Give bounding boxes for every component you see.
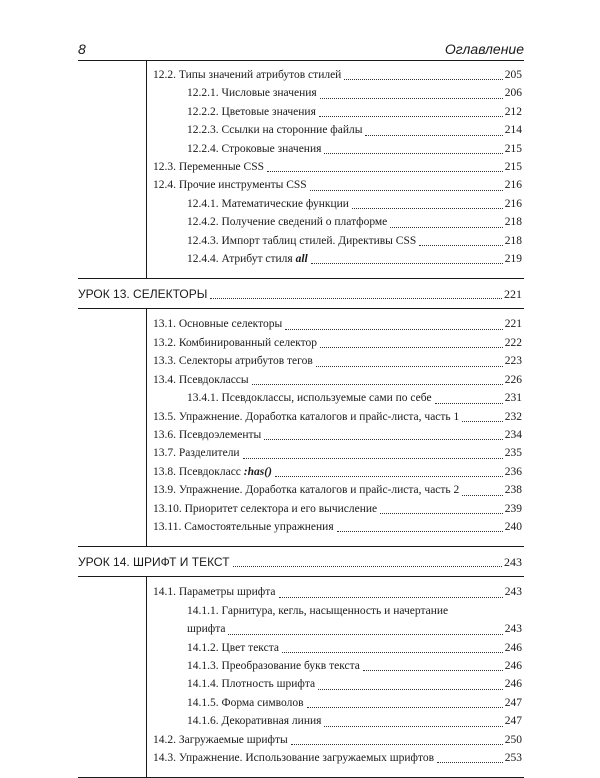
running-head	[78, 40, 524, 58]
dot-leader	[228, 634, 502, 635]
entry-page: 246	[504, 659, 522, 672]
entry-title	[153, 66, 341, 84]
entry-page: 246	[504, 641, 522, 654]
entry-page: 221	[504, 318, 522, 331]
toc-entry[interactable]	[147, 518, 524, 536]
toc-entries-13	[146, 309, 524, 546]
entry-page: 215	[504, 142, 522, 155]
entry-title-text: 14.1.5. Форма символов	[187, 696, 304, 709]
toc-entry[interactable]	[147, 389, 524, 407]
entry-page: 226	[504, 373, 522, 386]
toc-entry[interactable]	[147, 84, 524, 102]
section-title: Оглавление	[444, 41, 524, 57]
toc-group-14	[78, 577, 524, 777]
entry-page: 232	[504, 410, 522, 423]
dot-leader	[243, 458, 503, 459]
entry-title-text: 13.11. Самостоятельные упражнения	[153, 520, 334, 533]
dot-leader	[437, 762, 503, 763]
dot-leader	[462, 421, 502, 422]
entry-title-text: 14.1.4. Плотность шрифта	[187, 678, 316, 691]
lesson-title: УРОК 13. СЕЛЕКТОРЫ	[78, 287, 208, 302]
dot-leader	[363, 670, 503, 671]
dot-leader	[320, 347, 503, 348]
entry-title-text: 12.4.4. Атрибут стиля	[187, 253, 296, 266]
entry-title-text: 13.2. Комбинированный селектор	[153, 336, 318, 349]
lesson-title: УРОК 14. ШРИФТ И ТЕКСТ	[78, 555, 230, 570]
table-of-contents	[78, 60, 524, 778]
entry-title-text: 13.8. Псевдокласс	[153, 465, 244, 478]
toc-entry[interactable]	[147, 352, 524, 370]
entry-title-text: 12.4.3. Импорт таблиц стилей. Директивы CSS	[187, 234, 417, 247]
entry-page: 236	[504, 465, 522, 478]
toc-entry[interactable]	[147, 500, 524, 518]
entry-title	[153, 749, 434, 767]
dot-leader	[337, 531, 503, 532]
dot-leader	[320, 98, 503, 99]
entry-title-text: 13.3. Селекторы атрибутов тегов	[153, 355, 313, 368]
entry-title-text: 13.4.1. Псевдоклассы, используемые сами по себе	[187, 392, 432, 405]
entry-title-text: 12.2.4. Строковые значения	[187, 142, 322, 155]
entry-title-text: 14.2. Загружаемые шрифты	[153, 733, 288, 746]
entry-title	[187, 103, 316, 121]
toc-entry[interactable]	[147, 195, 524, 213]
entry-title-text: 12.3. Переменные CSS	[153, 161, 264, 174]
entry-title-text: 13.5. Упражнение. Доработка каталогов и прайс-листа, часть 1	[153, 410, 460, 423]
toc-entry[interactable]	[147, 583, 524, 601]
lesson-page: 243	[504, 555, 522, 570]
toc-entry[interactable]	[147, 103, 524, 121]
entry-title-text: 14.1.2. Цвет текста	[187, 641, 279, 654]
page-number: 8	[78, 41, 86, 57]
toc-entry[interactable]	[147, 426, 524, 444]
entry-title	[153, 463, 272, 481]
toc-entry[interactable]	[147, 731, 524, 749]
toc-entry[interactable]	[147, 749, 524, 767]
entry-page: 218	[504, 234, 522, 247]
dot-leader	[264, 439, 502, 440]
entry-title-continuation	[187, 620, 522, 638]
toc-entries-14	[146, 577, 524, 777]
entry-page: 206	[504, 87, 522, 100]
dot-leader	[267, 171, 503, 172]
entry-title	[187, 121, 362, 139]
entry-page: 216	[504, 197, 522, 210]
toc-entry[interactable]	[147, 639, 524, 657]
toc-entry[interactable]	[147, 602, 524, 639]
entry-title	[153, 371, 249, 389]
toc-entry[interactable]	[147, 158, 524, 176]
entry-page: 215	[504, 161, 522, 174]
entry-title-part: шрифта	[187, 623, 226, 636]
toc-entry[interactable]	[147, 250, 524, 268]
entry-title	[187, 694, 304, 712]
entry-code-term: all	[295, 253, 308, 266]
dot-leader	[279, 597, 503, 598]
toc-group-13	[78, 309, 524, 546]
entry-page: 253	[504, 752, 522, 764]
entry-title	[153, 408, 459, 426]
entry-title	[187, 195, 349, 213]
entry-title: 14.1.1. Гарнитура, кегль, насыщенность и начертание	[187, 604, 449, 617]
entry-title	[187, 84, 317, 102]
entry-page: 247	[504, 715, 522, 728]
toc-entry[interactable]	[147, 408, 524, 426]
entry-title-text: 13.6. Псевдоэлементы	[153, 428, 262, 441]
entry-title	[187, 712, 321, 730]
dot-leader	[252, 384, 503, 385]
lesson-page: 221	[504, 287, 522, 302]
entry-title	[153, 481, 459, 499]
toc-group-12	[78, 60, 524, 278]
entry-page: 247	[504, 696, 522, 709]
entry-title	[187, 389, 432, 407]
entry-title-text: 12.2.1. Числовые значения	[187, 87, 317, 100]
entry-page: 212	[504, 105, 522, 118]
dot-leader	[324, 153, 502, 154]
entry-title-text: 14.3. Упражнение. Использование загружаемых шрифтов	[153, 752, 435, 764]
entry-title	[153, 158, 264, 176]
entry-title-text: 14.1.3. Преобразование букв текста	[187, 659, 360, 672]
entry-page: 234	[504, 428, 522, 441]
entry-title	[153, 315, 282, 333]
entry-title-text: 12.2.3. Ссылки на сторонние файлы	[187, 124, 363, 137]
toc-entry[interactable]	[147, 371, 524, 389]
entry-title-text: 13.7. Разделители	[153, 447, 240, 460]
dot-leader	[233, 566, 502, 567]
entry-title	[153, 444, 240, 462]
entry-page: 246	[504, 678, 522, 691]
entry-page: 205	[504, 69, 522, 81]
toc-entry[interactable]	[147, 444, 524, 462]
dot-leader	[324, 726, 502, 727]
entry-page: 243	[504, 586, 522, 599]
toc-entry[interactable]	[147, 712, 524, 730]
entry-page: 218	[504, 216, 522, 229]
toc-entry[interactable]	[147, 213, 524, 231]
entry-title-text: 14.1.6. Декоративная линия	[187, 715, 322, 728]
entry-page: 216	[504, 179, 522, 192]
toc-entry[interactable]	[147, 66, 524, 84]
toc-entry[interactable]	[147, 232, 524, 250]
entry-title-text: 13.10. Приоритет селектора и его вычисление	[153, 502, 378, 515]
entry-page: 238	[504, 484, 522, 497]
dot-leader	[310, 190, 503, 191]
entry-code-term: :has()	[243, 465, 272, 478]
dot-leader	[285, 329, 503, 330]
dot-leader	[210, 298, 502, 299]
entry-title-text: 12.2. Типы значений атрибутов стилей	[153, 69, 342, 81]
entry-title	[153, 426, 261, 444]
entry-title-text: 13.4. Псевдоклассы	[153, 373, 249, 386]
dot-leader	[318, 689, 503, 690]
toc-entry[interactable]	[147, 140, 524, 158]
entry-title-text: 12.4.2. Получение сведений о платформе	[187, 216, 388, 229]
entry-title	[153, 731, 288, 749]
dot-leader	[365, 135, 502, 136]
lesson-13-heading[interactable]	[78, 279, 524, 308]
dot-leader	[390, 227, 502, 228]
dot-leader	[319, 116, 503, 117]
entry-title	[187, 639, 279, 657]
entry-title	[153, 334, 317, 352]
entry-title	[153, 500, 377, 518]
entry-title	[187, 140, 321, 158]
toc-entry[interactable]	[147, 675, 524, 693]
dot-leader	[462, 495, 502, 496]
dot-leader	[435, 403, 503, 404]
dot-leader	[311, 263, 503, 264]
toc-entries-12	[146, 60, 524, 278]
entry-title-text: 13.1. Основные селекторы	[153, 318, 283, 331]
entry-title-text: 12.2.2. Цветовые значения	[187, 105, 316, 118]
entry-title	[153, 583, 276, 601]
toc-entry[interactable]	[147, 334, 524, 352]
lesson-14-heading[interactable]	[78, 547, 524, 576]
entry-page: 240	[504, 520, 522, 533]
toc-entry[interactable]	[147, 176, 524, 194]
entry-page: 250	[504, 733, 522, 746]
toc-entry[interactable]	[147, 481, 524, 499]
dot-leader	[419, 245, 503, 246]
dot-leader	[282, 652, 503, 653]
toc-entry[interactable]	[147, 315, 524, 333]
dot-leader	[291, 744, 503, 745]
dot-leader	[344, 79, 502, 80]
entry-page: 235	[504, 447, 522, 460]
dot-leader	[307, 707, 503, 708]
entry-title	[153, 176, 307, 194]
entry-page: 231	[504, 392, 522, 405]
dot-leader	[275, 476, 503, 477]
entry-title	[153, 352, 313, 370]
entry-title-text: 13.9. Упражнение. Доработка каталогов и прайс-листа, часть 2	[153, 484, 460, 497]
entry-title	[187, 213, 387, 231]
entry-page: 214	[504, 124, 522, 137]
dot-leader	[380, 513, 503, 514]
entry-title	[187, 657, 360, 675]
entry-title	[187, 232, 416, 250]
dot-leader	[316, 366, 503, 367]
entry-page: 222	[504, 336, 522, 349]
entry-title-text: 12.4.1. Математические функции	[187, 197, 349, 210]
entry-page: 223	[504, 355, 522, 368]
entry-title	[187, 250, 308, 268]
dot-leader	[352, 208, 503, 209]
entry-title-text: 14.1. Параметры шрифта	[153, 586, 276, 599]
toc-entry[interactable]	[147, 657, 524, 675]
entry-title	[187, 675, 315, 693]
entry-title-text: 12.4. Прочие инструменты CSS	[153, 179, 307, 192]
entry-title	[153, 518, 334, 536]
entry-page: 219	[504, 253, 522, 266]
toc-entry[interactable]	[147, 694, 524, 712]
toc-entry[interactable]	[147, 121, 524, 139]
toc-entry[interactable]	[147, 463, 524, 481]
entry-page: 239	[504, 502, 522, 515]
entry-page: 243	[504, 623, 522, 636]
